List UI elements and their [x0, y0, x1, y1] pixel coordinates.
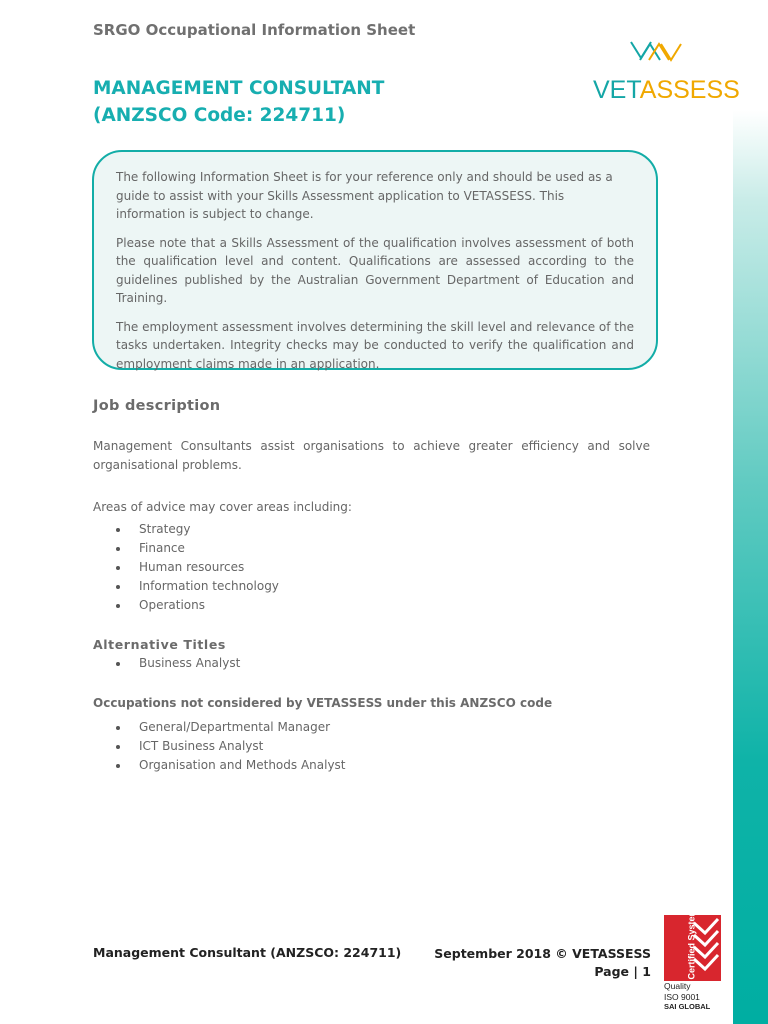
footer-date-copyright: September 2018 © VETASSESS: [434, 946, 651, 961]
excluded-occupations-heading: Occupations not considered by VETASSESS under this ANZSCO code: [93, 696, 553, 710]
cert-quality: Quality: [664, 981, 691, 991]
bullet-icon: [116, 528, 120, 532]
bullet-icon: [116, 585, 120, 589]
list-item: [93, 718, 346, 737]
job-description-heading: Job description: [93, 398, 221, 414]
iso-certification-badge: [664, 908, 726, 1015]
list-item: [93, 756, 346, 775]
list-item: [93, 520, 279, 539]
list-item-text: Human resources: [139, 560, 245, 574]
logo-wordmark-vet: VET: [593, 76, 640, 104]
list-item: [93, 558, 279, 577]
alternative-titles-heading: Alternative Titles: [93, 637, 226, 652]
document-title: [93, 75, 384, 129]
areas-list: [93, 520, 279, 615]
list-item: [93, 596, 279, 615]
footer-document-name: Management Consultant (ANZSCO: 224711): [93, 945, 402, 960]
logo-wordmark-assess: ASSESS: [639, 76, 740, 104]
list-item: [93, 737, 346, 756]
list-item-text: Finance: [139, 541, 185, 555]
alternative-titles-list: [93, 654, 240, 673]
check-chevrons-icon: [664, 915, 721, 981]
side-accent-bar: [733, 0, 768, 1024]
certified-system-text: Certified System: [686, 908, 697, 980]
list-item-text: General/Departmental Manager: [139, 720, 331, 734]
notice-paragraph-1: The following Information Sheet is for your reference only and should be used as a guide to assist with your Skills Assessment application to VETASSESS. This information is subject to change.: [116, 170, 613, 221]
list-item-text: Business Analyst: [139, 656, 241, 670]
bullet-icon: [116, 662, 120, 666]
footer-page-number: Page | 1: [594, 964, 651, 979]
areas-intro-text: Areas of advice may cover areas including:: [93, 500, 352, 514]
bullet-icon: [116, 547, 120, 551]
vetassess-logo: [593, 38, 740, 104]
list-item-text: ICT Business Analyst: [139, 739, 264, 753]
notice-paragraph-2: Please note that a Skills Assessment of the qualification involves assessment of both the qualification level and content. Qualifications are assessed according to the guidelines published by the Australian Government Department of Education and Training.: [116, 235, 634, 305]
excluded-occupations-list: [93, 718, 346, 775]
logo-chevron-icon: [593, 38, 728, 78]
cert-iso: ISO 9001: [664, 991, 700, 1002]
list-item-text: Strategy: [139, 522, 191, 536]
list-item: [93, 654, 240, 673]
bullet-icon: [116, 745, 120, 749]
list-item: [93, 577, 279, 596]
bullet-icon: [116, 566, 120, 570]
info-notice-box: [92, 150, 658, 370]
logo-wordmark: [593, 76, 740, 105]
certified-system-mark: [664, 908, 721, 981]
certification-text: [664, 981, 710, 1013]
list-item-text: Information technology: [139, 579, 279, 593]
list-item-text: Organisation and Methods Analyst: [139, 758, 346, 772]
bullet-icon: [116, 764, 120, 768]
cert-sai-global: SAI GLOBAL: [664, 1002, 711, 1011]
notice-paragraph-3: The employment assessment involves determining the skill level and relevance of the tasks undertaken. Integrity checks may be conducted to verify the qualification and employment claims made in an application.: [116, 319, 634, 371]
list-item-text: Operations: [139, 598, 205, 612]
sheet-header-title: SRGO Occupational Information Sheet: [93, 21, 416, 39]
title-anzsco-code: (ANZSCO Code: 224711): [93, 105, 346, 126]
list-item: [93, 539, 279, 558]
title-occupation: MANAGEMENT CONSULTANT: [93, 78, 385, 99]
job-description-text: Management Consultants assist organisations to achieve greater efficiency and solve organisational problems.: [93, 439, 650, 472]
bullet-icon: [116, 604, 120, 608]
footer-date-page: [420, 945, 651, 981]
bullet-icon: [116, 726, 120, 730]
